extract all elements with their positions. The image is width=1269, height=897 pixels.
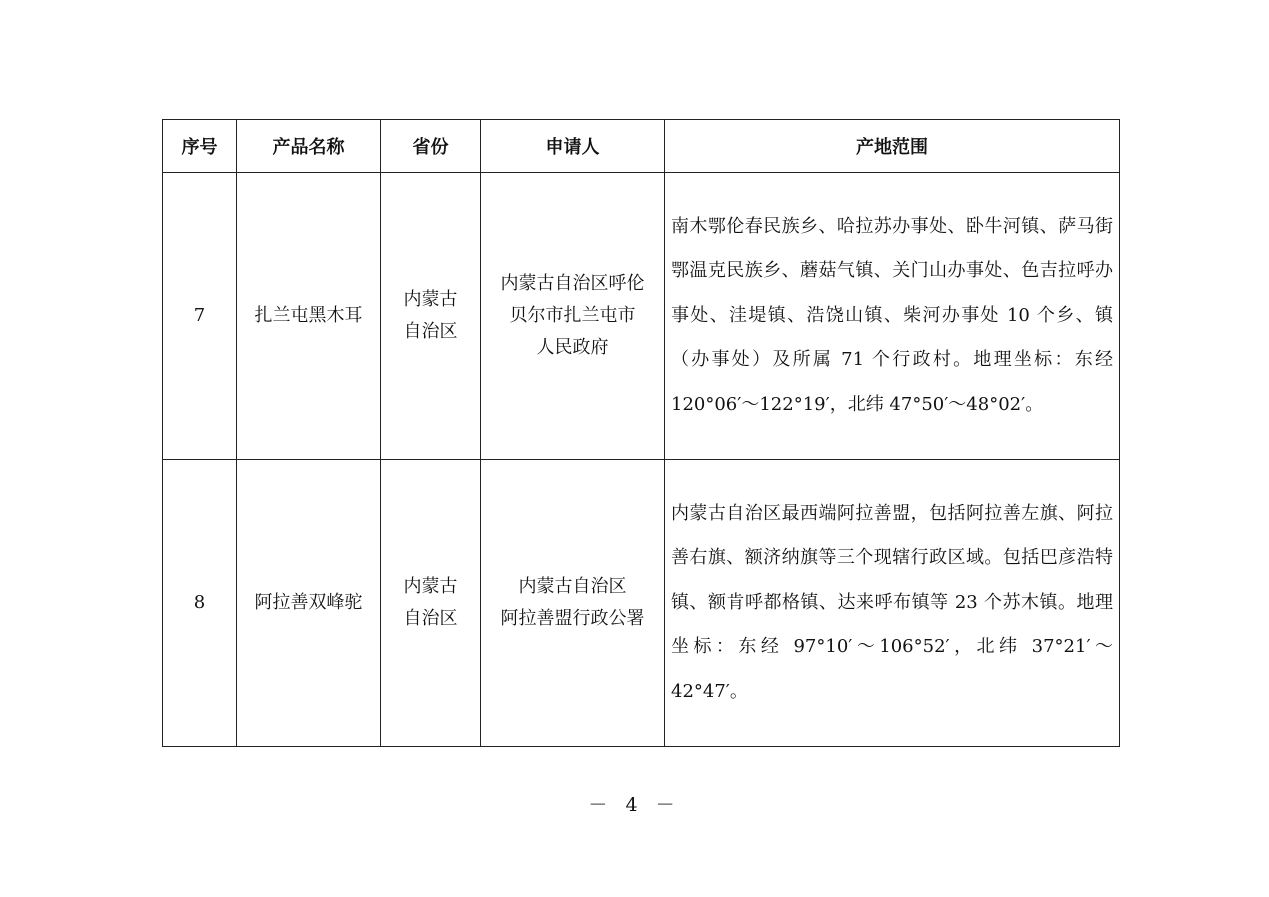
province-line: 内蒙古 [403, 289, 458, 310]
row-product-name: 阿拉善双峰驼 [237, 460, 381, 747]
page-number: － 4 － [588, 794, 681, 816]
header-serial: 序号 [163, 120, 237, 173]
header-province: 省份 [381, 120, 481, 173]
row-province [381, 460, 481, 747]
province-line: 内蒙古 [403, 576, 458, 597]
table-row [163, 173, 1120, 460]
province-line: 自治区 [403, 608, 458, 629]
applicant-line: 内蒙古自治区呼伦 [500, 273, 645, 294]
header-product-name: 产品名称 [237, 120, 381, 173]
row-applicant [481, 173, 665, 460]
applicant-line: 贝尔市扎兰屯市 [509, 305, 636, 326]
province-line: 自治区 [403, 321, 458, 342]
applicant-line: 人民政府 [536, 337, 609, 358]
header-origin-area: 产地范围 [665, 120, 1120, 173]
row-applicant [481, 460, 665, 747]
row-product-name: 扎兰屯黑木耳 [237, 173, 381, 460]
row-origin-area: 南木鄂伦春民族乡、哈拉苏办事处、卧牛河镇、萨马街鄂温克民族乡、蘑菇气镇、关门山办事处、色吉拉呼办事处、洼堤镇、浩饶山镇、柴河办事处 10 个乡、镇（办事处）及所属 71 个行政村。地理坐标：东经 120°06′～122°19′，北纬 47°50′～48°02′。 [665, 173, 1120, 460]
applicant-line: 内蒙古自治区 [518, 576, 627, 597]
row-province [381, 173, 481, 460]
table-row [163, 460, 1120, 747]
row-serial: 7 [163, 173, 237, 460]
row-serial: 8 [163, 460, 237, 747]
applicant-line: 阿拉善盟行政公署 [500, 608, 645, 629]
header-applicant: 申请人 [481, 120, 665, 173]
table-header-row [163, 120, 1120, 173]
row-origin-area: 内蒙古自治区最西端阿拉善盟，包括阿拉善左旗、阿拉善右旗、额济纳旗等三个现辖行政区域。包括巴彦浩特镇、额肯呼都格镇、达来呼布镇等 23 个苏木镇。地理坐标：东经 97°10′～106°52′，北纬 37°21′～42°47′。 [665, 460, 1120, 747]
origin-table [162, 119, 1120, 747]
